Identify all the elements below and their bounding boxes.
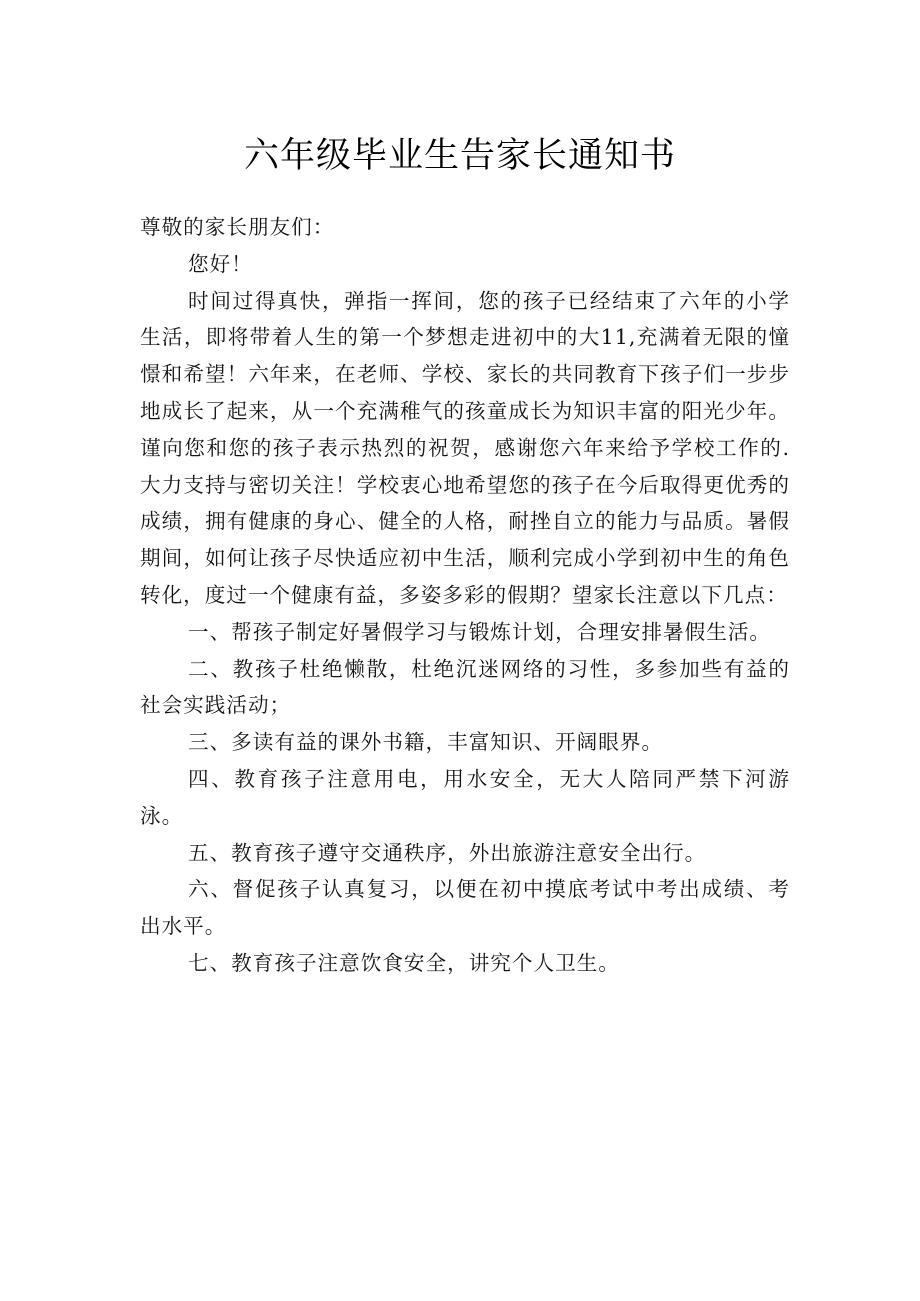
greeting: 您好！ xyxy=(188,251,253,276)
document-title: 六年级毕业生告家长通知书 xyxy=(243,136,676,176)
list-item: 二、教孩子杜绝懒散，杜绝沉迷网络的习性，多参加些有益的社会实践活动； xyxy=(140,656,790,718)
salutation: 尊敬的家长朋友们： xyxy=(140,215,335,239)
list-item: 四、教育孩子注意用电，用水安全，无大人陪同严禁下河游泳。 xyxy=(140,766,790,828)
list-item: 六、督促孩子认真复习，以便在初中摸底考试中考出成绩、考出水平。 xyxy=(140,877,790,939)
list-item: 五、教育孩子遵守交通秩序，外出旅游注意安全出行。 xyxy=(188,840,707,865)
list-item: 一、帮孩子制定好暑假学习与锻炼计划，合理安排暑假生活。 xyxy=(188,619,772,644)
list-item: 三、多读有益的课外书籍，丰富知识、开阔眼界。 xyxy=(188,730,664,755)
intro-paragraph: 时间过得真快，弹指一挥间，您的孩子已经结束了六年的小学生活，即将带着人生的第一个梦想走进初中的大11,充满着无限的憧憬和希望！六年来，在老师、学校、家长的共同教育下孩子们一步步地成长了起来，从一个充满稚气的孩童成长为知识丰富的阳光少年。谨向您和您的孩子表示热烈的祝贺，感谢您六年来给予学校工作的.大力支持与密切关注！学校衷心地希望您的孩子在今后取得更优秀的成绩，拥有健康的身心、健全的人格，耐挫自立的能力与品质。暑假期间，如何让孩子尽快适应初中生活，顺利完成小学到初中生的角色转化，度过一个健康有益，多姿多彩的假期？望家长注意以下几点： xyxy=(140,288,790,607)
document-body xyxy=(140,209,790,982)
list-item: 七、教育孩子注意饮食安全，讲究个人卫生。 xyxy=(188,950,620,975)
